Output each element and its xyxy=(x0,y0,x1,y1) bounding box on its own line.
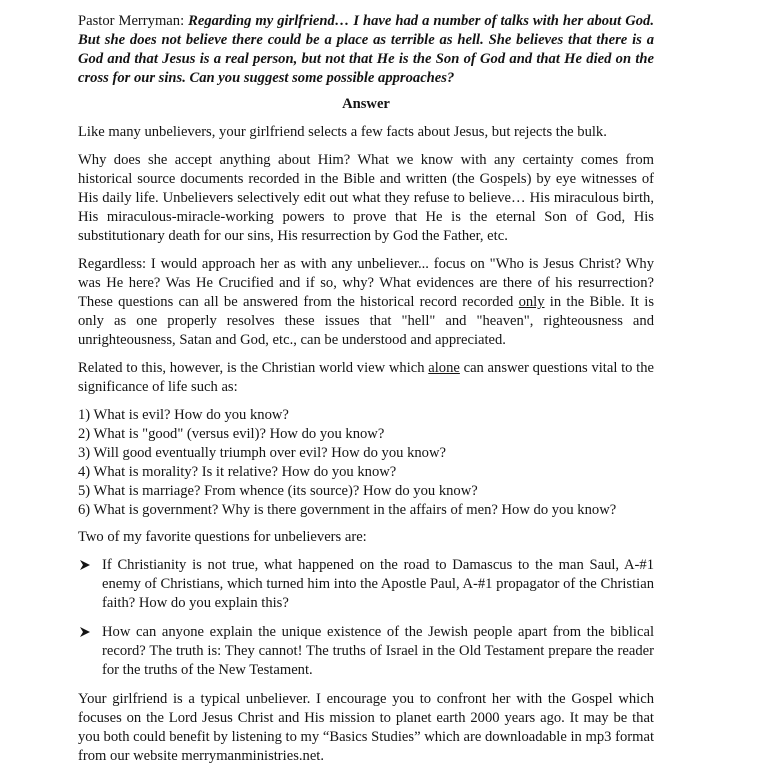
question-text: Regarding my girlfriend… I have had a number of talks with her about God. But she does not believe there could be a place as terrible as hell. She believes that there is a God and that Jesus is a real person, but not that He is the Son of God and that He died on the cross for our sins. Can you suggest some possible approaches? xyxy=(78,13,654,86)
paragraph-4-text-b: can answer questions vital to the significance of life such as: xyxy=(78,360,654,395)
life-questions-list xyxy=(78,406,654,520)
bullet-text: If Christianity is not true, what happened on the road to Damascus to the man Saul, A-#1 enemy of Christians, which turned him into the Apostle Paul, A-#1 propagator of the Christian faith? How do you explain this? xyxy=(102,557,654,611)
list-item: 5) What is marriage? From whence (its source)? How do you know? xyxy=(78,483,478,499)
answer-heading: Answer xyxy=(342,96,390,112)
document-page xyxy=(78,12,654,775)
favorite-questions-list xyxy=(78,556,654,680)
answer-paragraph-1: Like many unbelievers, your girlfriend selects a few facts about Jesus, but rejects the bulk. xyxy=(78,124,607,140)
arrow-bullet-icon xyxy=(79,559,91,571)
underlined-alone: alone xyxy=(428,360,460,376)
bullet-text: How can anyone explain the unique existence of the Jewish people apart from the biblical record? The truth is: They cannot! The truths of Israel in the Old Testament prepare the reader for the truths of the New Testament. xyxy=(102,624,654,678)
list-item: 2) What is "good" (versus evil)? How do you know? xyxy=(78,426,385,442)
answer-paragraph-6: Your girlfriend is a typical unbeliever. I encourage you to confront her with the Gospel which focuses on the Lord Jesus Christ and His mission to planet earth 2000 years ago. It may be that you both could benefit by listening to my “Basics Studies” which are downloadable in mp3 format from our website merrymanministries.net. xyxy=(78,691,654,764)
list-item: 4) What is morality? Is it relative? How do you know? xyxy=(78,464,397,480)
answer-paragraph-5: Two of my favorite questions for unbelievers are: xyxy=(78,529,367,545)
question-paragraph xyxy=(78,12,654,88)
answer-paragraph-2: Why does she accept anything about Him? What we know with any certainty comes from historical source documents recorded in the Bible and written (the Gospels) by eye witnesses of His daily life. Unbelievers selectively edit out what they refuse to believe… His miraculous birth, His miraculous-miracle-working powers to prove that He is the eternal Son of God, His substitutionary death for our sins, His resurrection by God the Father, etc. xyxy=(78,152,654,244)
question-speaker: Pastor Merryman: xyxy=(78,13,189,29)
bullet-item xyxy=(78,623,654,680)
list-item: 3) Will good eventually triumph over evil? How do you know? xyxy=(78,445,446,461)
list-item: 6) What is government? Why is there government in the affairs of men? How do you know? xyxy=(78,502,617,518)
answer-paragraph-4 xyxy=(78,359,654,397)
answer-paragraph-3 xyxy=(78,255,654,350)
list-item: 1) What is evil? How do you know? xyxy=(78,407,289,423)
arrow-bullet-icon xyxy=(79,626,91,638)
paragraph-3-text-b: in the Bible. It is only as one properly resolves these issues that "hell" and "heaven", righteousness and unrighteousness, Satan and God, etc., can be understood and appreciated. xyxy=(78,294,654,348)
underlined-only: only xyxy=(518,294,545,310)
bullet-item xyxy=(78,556,654,613)
paragraph-3-text-a: Regardless: I would approach her as with any unbeliever... focus on "Who is Jesus Christ? Why was He here? Was He Crucified and if so, why? What evidences are there of his resurrection? These questions can all be answered from the historical record recorded xyxy=(78,256,654,310)
paragraph-4-text-a: Related to this, however, is the Christian world view which xyxy=(78,360,429,376)
